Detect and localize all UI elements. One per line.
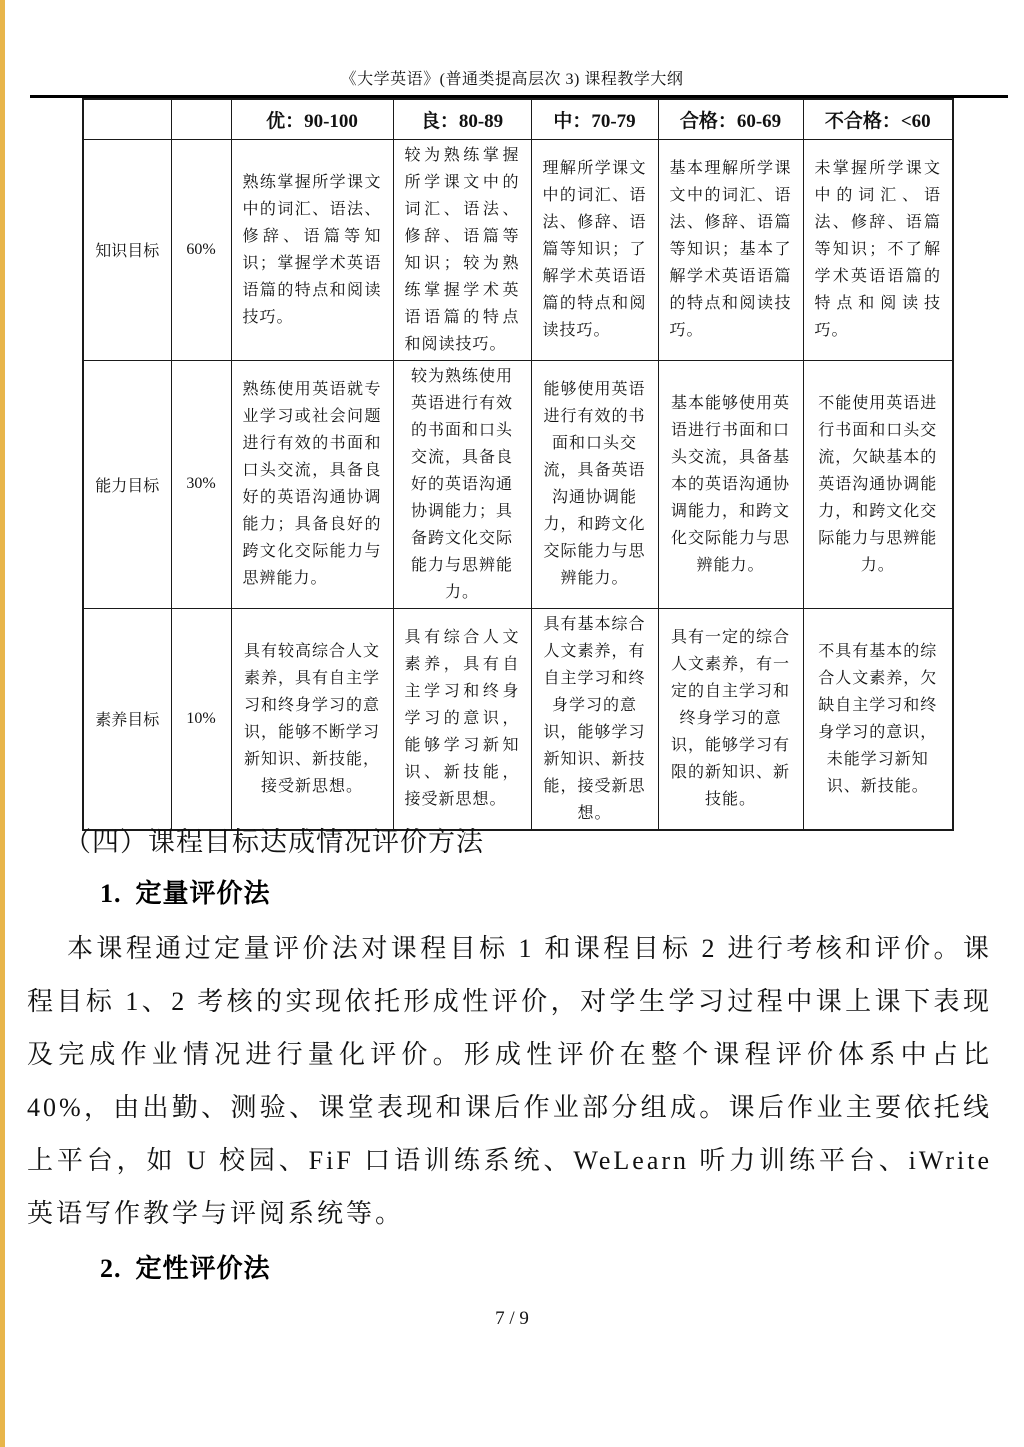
rubric-cell: 具有基本综合人文素养，有自主学习和终身学习的意识，能够学习新知识、新技能，接受新思想。 (531, 608, 658, 830)
grade-header-excellent: 优：90-100 (231, 99, 393, 139)
paragraph-quantitative-method: 本课程通过定量评价法对课程目标 1 和课程目标 2 进行考核和评价。课程目标 1、2 考核的实现依托形成性评价，对学生学习过程中课上课下表现及完成作业情况进行量化评价。形成性评价在整个课程评价体系中占比 40%，由出勤、测验、课堂表现和课后作业部分组成。课后作业主要依托线上平台，如 U 校园、FiF 口语训练系统、WeLearn 听力训练平台、iWrite 英语写作教学与评阅系统等。 (27, 934, 992, 1228)
rubric-cell: 熟练使用英语就专业学习或社会问题进行有效的书面和口头交流，具备良好的英语沟通协调能力；具备良好的跨文化交际能力与思辨能力。 (231, 360, 393, 608)
rubric-cell: 具有一定的综合人文素养，有一定的自主学习和终身学习的意识，能够学习有限的新知识、新技能。 (658, 608, 803, 830)
objective-weight: 60% (171, 139, 231, 360)
rubric-cell: 理解所学课文中的词汇、语法、修辞、语篇等知识；了解学术英语语篇的特点和阅读技巧。 (531, 139, 658, 360)
table-row-ability-objective (83, 360, 953, 608)
grade-header-good: 良：80-89 (393, 99, 531, 139)
grading-rubric-table (82, 98, 954, 831)
objective-weight: 10% (171, 608, 231, 830)
left-edge-stripe (0, 0, 5, 1447)
grade-header-fail: 不合格：<60 (803, 99, 953, 139)
rubric-cell: 不具有基本的综合人文素养，欠缺自主学习和终身学习的意识，未能学习新知识、新技能。 (803, 608, 953, 830)
rubric-cell: 基本理解所学课文中的词汇、语法、修辞、语篇等知识；基本了解学术英语语篇的特点和阅读技巧。 (658, 139, 803, 360)
document-header-title: 《大学英语》(普通类提高层次 3) 课程教学大纲 (340, 71, 684, 88)
page-number: 7 / 9 (495, 1308, 529, 1329)
objective-label: 知识目标 (83, 139, 171, 360)
objective-label: 素养目标 (83, 608, 171, 830)
table-row-knowledge-objective (83, 139, 953, 360)
objective-label: 能力目标 (83, 360, 171, 608)
rubric-cell: 基本能够使用英语进行书面和口头交流，具备基本的英语沟通协调能力，和跨文化交际能力与思辨能力。 (658, 360, 803, 608)
table-header-row (83, 99, 953, 139)
corner-cell-weight (171, 99, 231, 139)
objective-weight: 30% (171, 360, 231, 608)
corner-cell-label (83, 99, 171, 139)
grade-header-pass: 合格：60-69 (658, 99, 803, 139)
rubric-cell: 较为熟练掌握所学课文中的词汇、语法、修辞、语篇等知识；较为熟练掌握学术英语语篇的特点和阅读技巧。 (393, 139, 531, 360)
rubric-cell: 未掌握所学课文中的词汇、语法、修辞、语篇等知识；不了解学术英语语篇的特点和阅读技巧。 (803, 139, 953, 360)
rubric-cell: 较为熟练使用英语进行有效的书面和口头交流，具备良好的英语沟通协调能力；具备跨文化交际能力与思辨能力。 (393, 360, 531, 608)
rubric-cell: 具有综合人文素养，具有自主学习和终身学习的意识，能够学习新知识、新技能，接受新思想。 (393, 608, 531, 830)
sub-heading-quantitative: 1. 定量评价法 (100, 879, 271, 908)
grade-header-medium: 中：70-79 (531, 99, 658, 139)
rubric-cell: 具有较高综合人文素养，具有自主学习和终身学习的意识，能够不断学习新知识、新技能，接受新思想。 (231, 608, 393, 830)
sub-heading-qualitative: 2. 定性评价法 (100, 1254, 271, 1283)
rubric-cell: 不能使用英语进行书面和口头交流，欠缺基本的英语沟通协调能力，和跨文化交际能力与思辨能力。 (803, 360, 953, 608)
table-row-literacy-objective (83, 608, 953, 830)
rubric-cell: 熟练掌握所学课文中的词汇、语法、修辞、语篇等知识；掌握学术英语语篇的特点和阅读技巧。 (231, 139, 393, 360)
rubric-cell: 能够使用英语进行有效的书面和口头交流，具备英语沟通协调能力，和跨文化交际能力与思辨能力。 (531, 360, 658, 608)
section-heading-evaluation-methods: （四）课程目标达成情况评价方法 (64, 827, 484, 857)
